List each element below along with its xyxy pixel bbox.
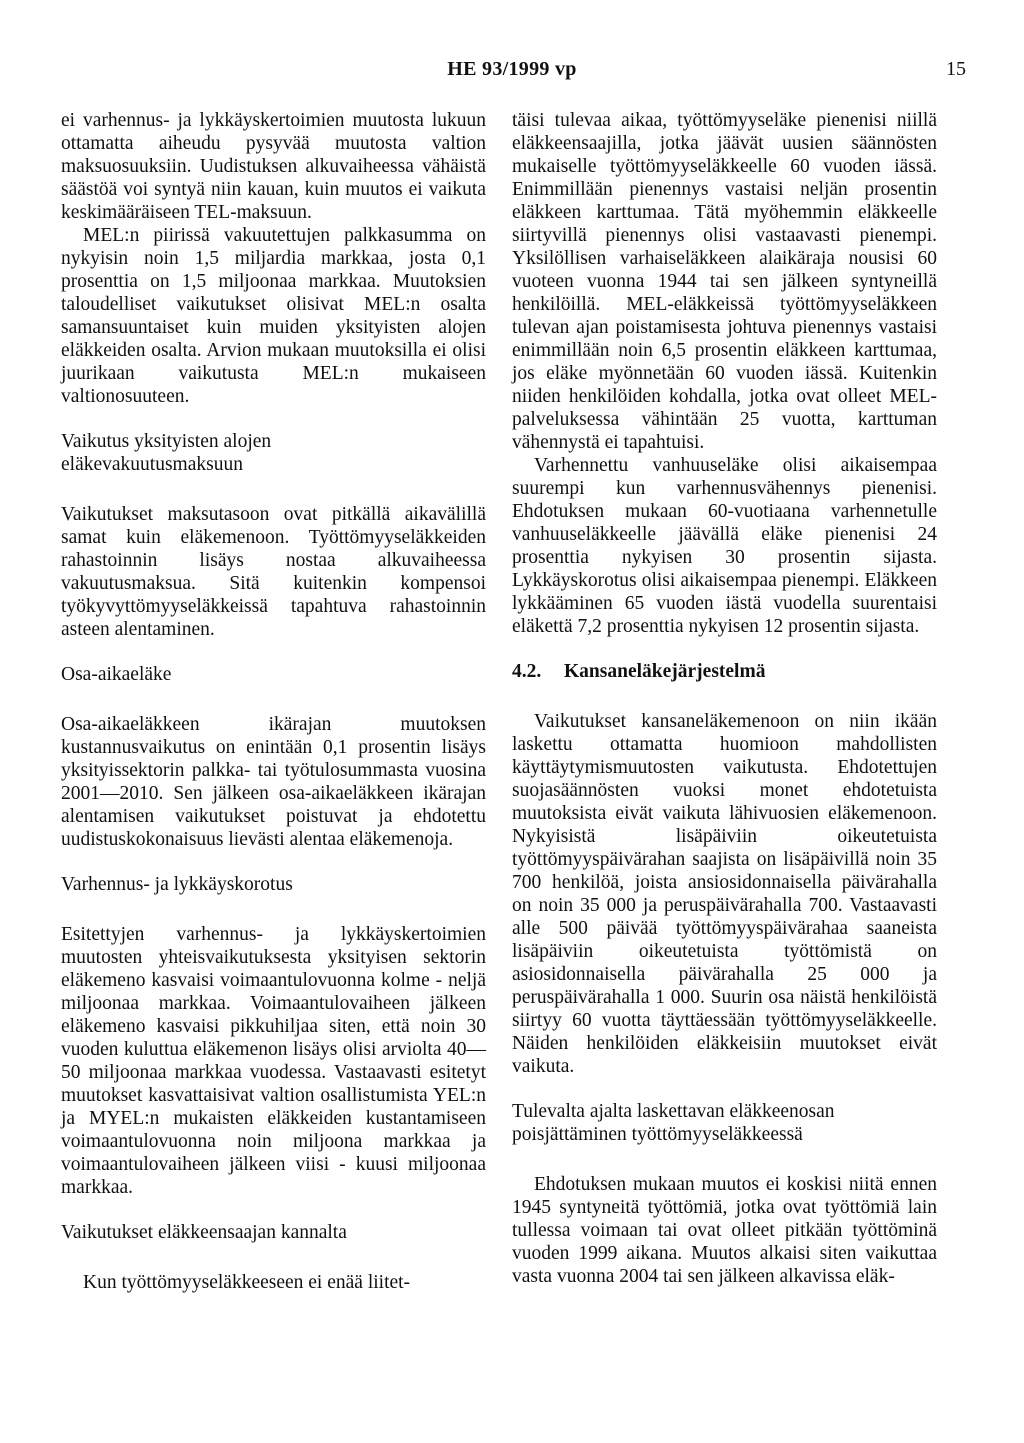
page-number: 15	[946, 58, 966, 80]
section-heading: Osa-aikaeläke	[61, 664, 172, 685]
section-number: 4.2.	[512, 661, 542, 682]
paragraph: Vaikutukset kansaneläkemenoon on niin ikään laskettu ottamatta huomioon mahdollisten käyttäytymismuutosten vaikutusta. Ehdotettujen suojasäännösten vuoksi monet ehdotetuista muutoksista eivät vaikuta lähivuosien eläkemenoon. Nykyisistä lisäpäiviin oikeutetuista työttömyyspäivärahan saajista on lisäpäivillä noin 35 700 henkilöä, joista ansiosidonnaisella päivärahalla on noin 35 000 ja peruspäivärahalla 700. Vastaavasti alle 500 päivää työttömyyspäivärahaa saaneista lisäpäiviin oikeutetuista työttömistä on asiosidonnaisella päivärahalla 25 000 ja peruspäivärahalla 1 000. Suurin osa näistä henkilöistä siirtyy 60 vuotta täyttäessään työttömyyseläkkeelle. Näiden henkilöiden eläkkeisiin muutokset eivät vaikuta.	[512, 711, 937, 1077]
paragraph: ei varhennus- ja lykkäyskertoimien muutosta lukuun ottamatta aiheudu pysyvää muutosta valtion maksuosuuksiin. Uudistuksen alkuvaiheessa vähäistä säästöä voi syntyä niin kauan, kuin muutos ei vaikuta keskimääräiseen TEL-maksuun.	[61, 110, 486, 223]
paragraph: Vaikutukset maksutasoon ovat pitkällä aikavälillä samat kuin eläkemenoon. Työttömyyseläkkeiden rahastoinnin lisäys nostaa alkuvaiheessa vakuutusmaksua. Sitä kuitenkin kompensoi työkyvyttömyyseläkkeissä tapahtuva rahastoinnin asteen alentaminen.	[61, 504, 486, 640]
left-column	[61, 109, 486, 1294]
heading-line: poisjättäminen työttömyyseläkkeessä	[512, 1124, 803, 1145]
heading-line: Vaikutus yksityisten alojen	[61, 431, 272, 452]
heading-line: eläkevakuutusmaksuun	[61, 454, 243, 475]
section-heading	[512, 1100, 937, 1146]
paragraph: Esitettyjen varhennus- ja lykkäyskertoimien muutosten yhteisvaikutuksesta yksityisen sektorin eläkemeno kasvaisi voimaantulovuonna kolme - neljä miljoonaa markkaa. Voimaantulovaiheen jälkeen eläkemeno kasvaisi pikkuhiljaa siten, että noin 30 vuoden kuluttua eläkemenon lisäys olisi arviolta 40—50 miljoonaa markkaa vuodessa. Vastaavasti esitetyt muutokset kasvattaisivat valtion osallistumista YEL:n ja MYEL:n mukaisten eläkkeiden kustantamiseen voimaantulovuonna noin miljoona markkaa ja voimaantulovaiheen jälkeen viisi - kuusi miljoonaa markkaa.	[61, 924, 486, 1198]
section-heading	[512, 660, 937, 683]
paragraph: Kun työttömyyseläkkeeseen ei enää liitet-	[83, 1272, 411, 1293]
section-heading: Vaikutukset eläkkeensaajan kannalta	[61, 1222, 347, 1243]
paragraph: Osa-aikaeläkkeen ikärajan muutoksen kustannusvaikutus on enintään 0,1 prosentin lisäys yksityissektorin palkka- tai työtulosummasta vuosina 2001—2010. Sen jälkeen osa-aikaeläkkeen ikärajan alentamisen vaikutukset poistuvat ja ehdotettu uudistuskokonaisuus lievästi alentaa eläkemenoja.	[61, 714, 486, 850]
page-header-title: HE 93/1999 vp	[447, 58, 577, 80]
heading-line: Tulevalta ajalta laskettavan eläkkeenosan	[512, 1101, 835, 1122]
section-title: Kansaneläkejärjestelmä	[564, 661, 766, 682]
paragraph: täisi tulevaa aikaa, työttömyyseläke pienenisi niillä eläkkeensaajilla, jotka jäävät uusien säännösten mukaiselle työttömyyseläkkeelle 60 vuoden iässä. Enimmillään pienennys vastaisi neljän prosentin eläkkeen karttumaa. Tätä myöhemmin eläkkeelle siirtyvillä pienennys olisi vastaavasti pienempi. Yksilöllisen varhaiseläkkeen alaikäraja nousisi 60 vuoteen vuonna 1944 tai sen jälkeen syntyneillä henkilöillä. MEL-eläkkeissä työttömyyseläkkeen tulevan ajan poistamisesta johtuva pienennys vastaisi enimmillään noin 6,5 prosentin eläkkeen karttumaa, jos eläke myönnetään 60 vuoden iässä. Kuitenkin niiden henkilöiden kohdalla, jotka ovat olleet MEL-palveluksessa vähintään 25 vuotta, karttuman vähennystä ei tapahtuisi.	[512, 110, 937, 453]
right-column	[512, 109, 937, 1288]
section-heading	[61, 430, 486, 476]
paragraph: MEL:n piirissä vakuutettujen palkkasumma on nykyisin noin 1,5 miljardia markkaa, josta 0,1 prosenttia on 1,5 miljoonaa markkaa. Muutoksien taloudelliset vaikutukset olisivat MEL:n osalta samansuuntaiset kuin muiden yksityisten alojen eläkkeiden osalta. Arvion mukaan muutoksilla ei olisi juurikaan vaikutusta MEL:n mukaiseen valtionosuuteen.	[61, 225, 486, 407]
paragraph: Varhennettu vanhuuseläke olisi aikaisempaa suurempi kun varhennusvähennys pienenisi. Ehdotuksen mukaan 60-vuotiaana varhennetulle vanhuuseläkkeelle jäävällä eläke pienenisi 24 prosenttia nykyisen 30 prosentin sijasta. Lykkäyskorotus olisi aikaisempaa pienempi. Eläkkeen lykkääminen 65 vuoden iästä vuodella suurentaisi eläkettä 7,2 prosenttia nykyisen 12 prosentin sijasta.	[512, 455, 937, 637]
paragraph: Ehdotuksen mukaan muutos ei koskisi niitä ennen 1945 syntyneitä työttömiä, jotka ovat työttömiä lain tullessa voimaan tai ovat olleet pitkään työttöminä vuoden 1999 aikana. Muutos alkaisi siten vaikuttaa vasta vuonna 2004 tai sen jälkeen alkavissa eläk-	[512, 1174, 937, 1287]
section-heading: Varhennus- ja lykkäyskorotus	[61, 874, 293, 895]
